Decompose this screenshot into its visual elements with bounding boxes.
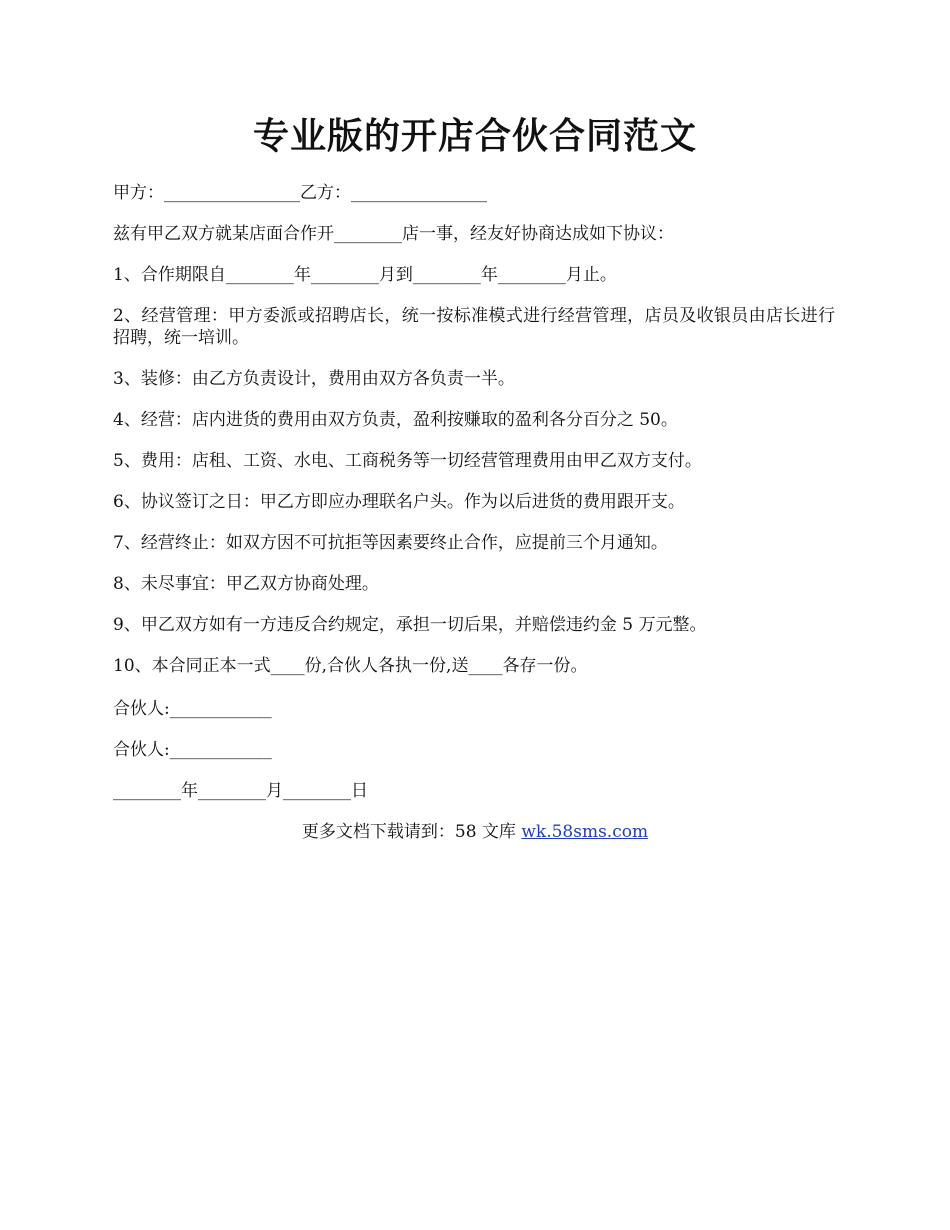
- date-line: ________年________月________日: [113, 781, 368, 801]
- footer: [0, 821, 950, 843]
- clause-3: 3、装修：由乙方负责设计，费用由双方各负责一半。: [113, 369, 515, 389]
- document-title: 专业版的开店合伙合同范文: [252, 115, 697, 157]
- footer-link[interactable]: wk.58sms.com: [521, 822, 649, 842]
- intro-paragraph: 兹有甲乙双方就某店面合作开________店一事，经友好协商达成如下协议：: [113, 224, 674, 244]
- clause-5: 5、费用：店租、工资、水电、工商税务等一切经营管理费用由甲乙双方支付。: [113, 451, 702, 471]
- clause-2: 2、经营管理：甲方委派或招聘店长，统一按标准模式进行经营管理，店员及收银员由店长进行招聘，统一培训。: [113, 306, 835, 348]
- clause-6: 6、协议签订之日：甲乙方即应办理联名户头。作为以后进货的费用跟开支。: [113, 492, 685, 512]
- clause-8: 8、未尽事宜：甲乙双方协商处理。: [113, 574, 379, 594]
- clause-10: 10、本合同正本一式____份,合伙人各执一份,送____各存一份。: [113, 656, 588, 676]
- partner-signature-1: 合伙人:____________: [113, 699, 272, 719]
- partner-signature-2: 合伙人:____________: [113, 740, 272, 760]
- clause-4: 4、经营：店内进货的费用由双方负责，盈利按赚取的盈利各分百分之 50。: [113, 410, 678, 430]
- clause-7: 7、经营终止：如双方因不可抗拒等因素要终止合作，应提前三个月通知。: [113, 533, 668, 553]
- footer-text: 更多文档下载请到：58 文库: [301, 822, 522, 842]
- parties-line: 甲方：________________乙方：________________: [113, 183, 487, 203]
- clause-1: 1、合作期限自________年________月到________年________月止。: [113, 265, 617, 285]
- clause-9: 9、甲乙双方如有一方违反合约规定，承担一切后果，并赔偿违约金 5 万元整。: [113, 615, 707, 635]
